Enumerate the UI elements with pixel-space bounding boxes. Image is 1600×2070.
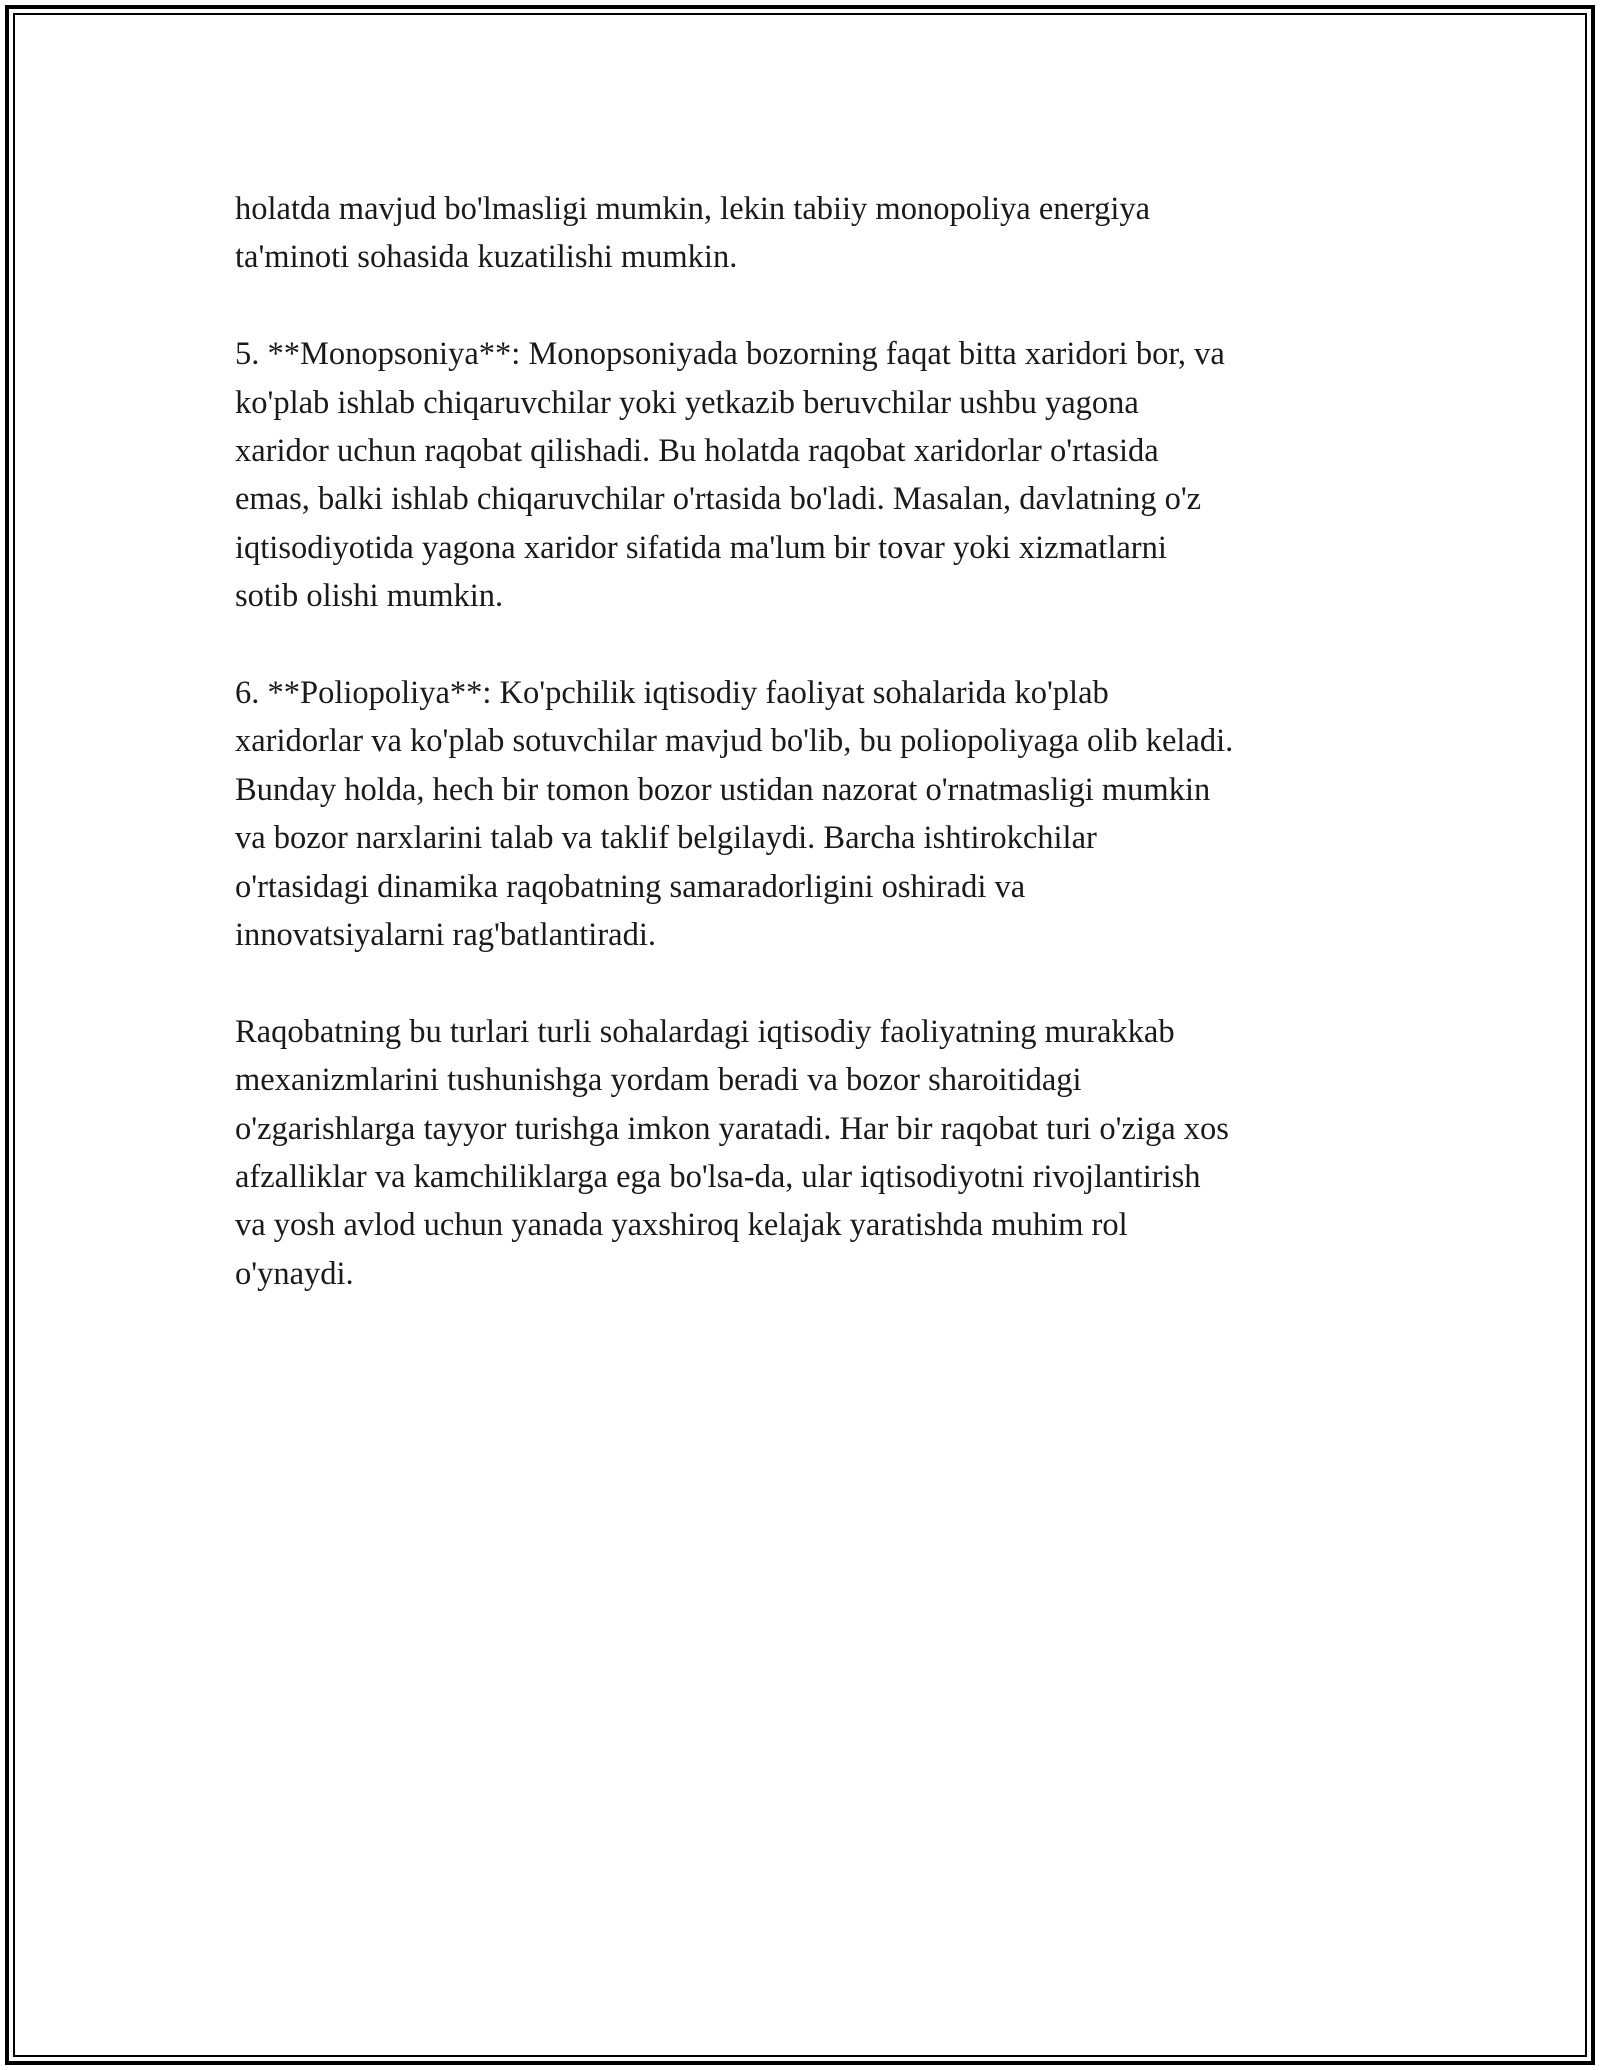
text-line: iqtisodiyotida yagona xaridor sifatida ma'lum bir tovar yoki xizmatlarni	[235, 529, 1167, 566]
text-line: o'rtasidagi dinamika raqobatning samaradorligini oshiradi va	[235, 868, 1026, 905]
text-line: holatda mavjud bo'lmasligi mumkin, lekin tabiiy monopoliya energiya	[235, 191, 1151, 227]
text-line: afzalliklar va kamchiliklarga ega bo'lsa-da, ular iqtisodiyotni rivojlantirish	[235, 1159, 1201, 1196]
text-line: innovatsiyalarni rag'batlantiradi.	[235, 917, 656, 954]
text-line: 6. **Poliopoliya**: Ko'pchilik iqtisodiy faoliyat sohalarida ko'plab	[235, 675, 1109, 712]
text-line: ta'minoti sohasida kuzatilishi mumkin.	[235, 239, 738, 276]
paragraph-monopsoniya	[235, 330, 1365, 620]
text-line: Raqobatning bu turlari turli sohalardagi iqtisodiy faoliyatning murakkab	[235, 1013, 1175, 1050]
text-line: 5. **Monopsoniya**: Monopsoniyada bozorning faqat bitta xaridori bor, va	[235, 336, 1225, 373]
paragraph-conclusion	[235, 1008, 1365, 1298]
text-line: mexanizmlarini tushunishga yordam beradi va bozor sharoitidagi	[235, 1062, 1082, 1099]
text-line: ko'plab ishlab chiqaruvchilar yoki yetkazib beruvchilar ushbu yagona	[235, 384, 1139, 421]
text-line: emas, balki ishlab chiqaruvchilar o'rtasida bo'ladi. Masalan, davlatning o'z	[235, 481, 1202, 518]
text-line: va yosh avlod uchun yanada yaxshiroq kelajak yaratishda muhim rol	[235, 1207, 1128, 1244]
text-line: Bunday holda, hech bir tomon bozor ustidan nazorat o'rnatmasligi mumkin	[235, 771, 1211, 808]
document-body	[235, 185, 1365, 1347]
text-line: o'ynaydi.	[235, 1255, 354, 1292]
text-line: o'zgarishlarga tayyor turishga imkon yaratadi. Har bir raqobat turi o'ziga xos	[235, 1110, 1229, 1147]
paragraph-poliopoliya	[235, 669, 1365, 959]
text-line: va bozor narxlarini talab va taklif belgilaydi. Barcha ishtirokchilar	[235, 820, 1097, 857]
text-line: xaridorlar va ko'plab sotuvchilar mavjud bo'lib, bu poliopoliyaga olib keladi.	[235, 723, 1234, 760]
paragraph-continuation	[235, 185, 1365, 282]
text-line: sotib olishi mumkin.	[235, 578, 504, 615]
text-line: xaridor uchun raqobat qilishadi. Bu holatda raqobat xaridorlar o'rtasida	[235, 433, 1159, 470]
